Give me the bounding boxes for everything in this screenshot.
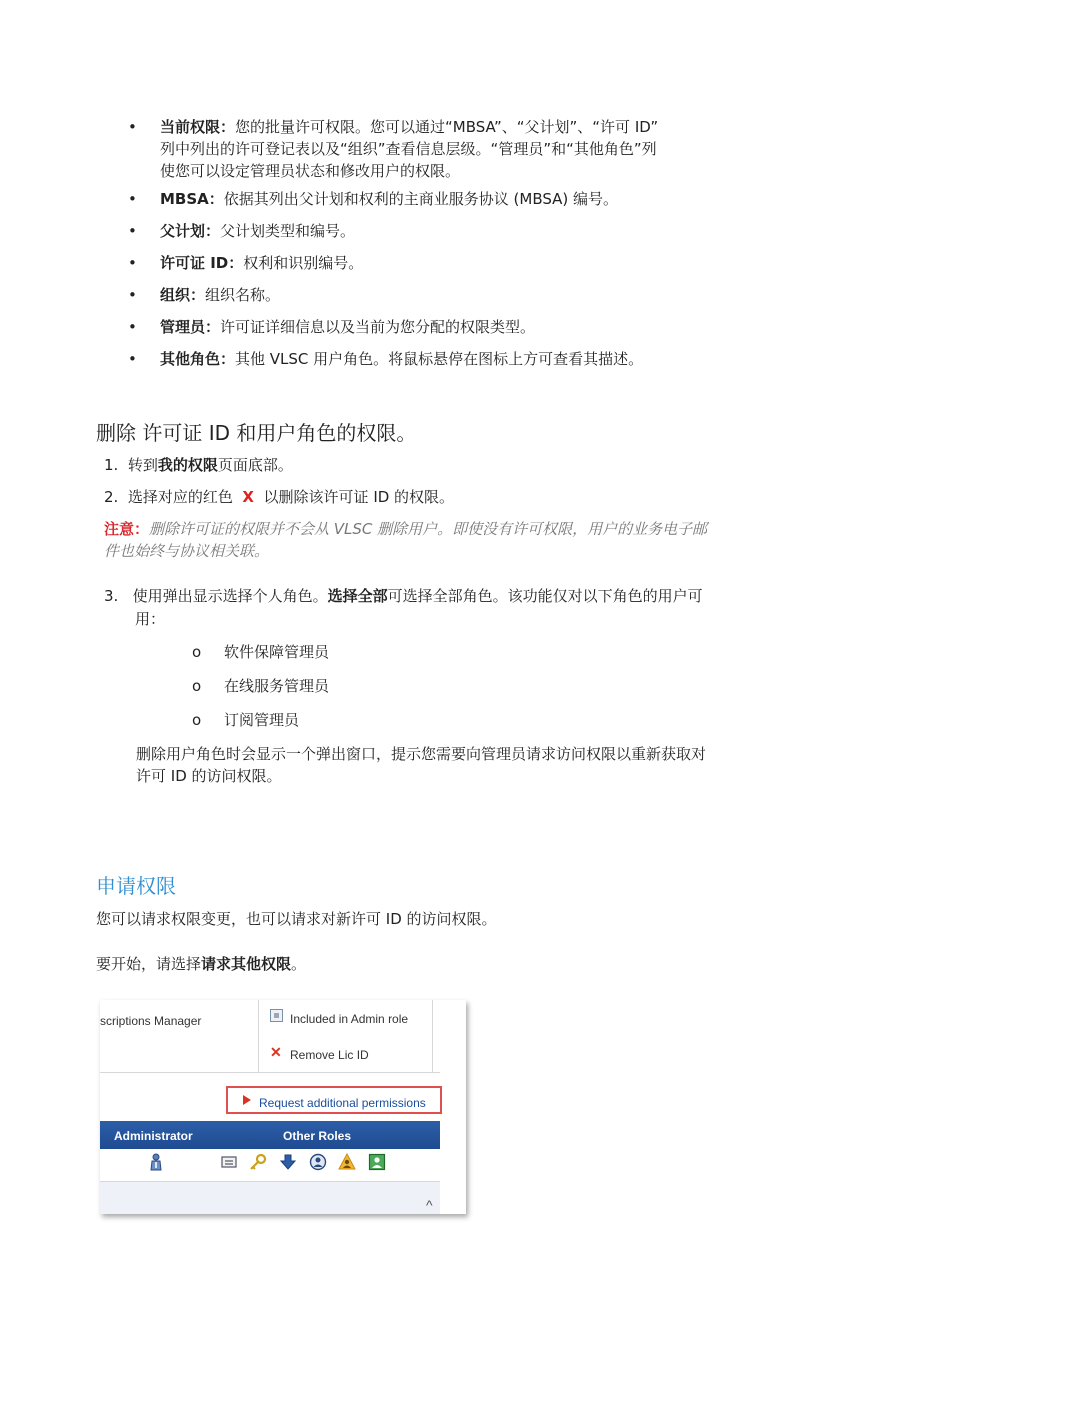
bullet-marker: •: [128, 254, 137, 272]
remove-x-icon[interactable]: ✕: [270, 1044, 282, 1060]
request-additional-permissions-link[interactable]: Request additional permissions: [259, 1096, 426, 1110]
key-icon[interactable]: [249, 1153, 267, 1171]
step-text: 选择对应的红色: [127, 488, 233, 506]
role-item: 在线服务管理员: [224, 677, 330, 695]
sub-bullet-marker: o: [192, 711, 202, 729]
bullet-organization: [160, 284, 820, 306]
bullet-label: 管理员：: [160, 318, 221, 336]
bullet-marker: •: [128, 222, 137, 240]
bullet-text-line3: 使您可以设定管理员状态和修改用户的权限。: [160, 162, 461, 180]
bullet-text: 权利和识别编号。: [243, 254, 364, 272]
request-paragraph: 您可以请求权限变更，也可以请求对新许可 ID 的访问权限。: [96, 910, 497, 928]
step-text: 以删除该许可证 ID 的权限。: [263, 488, 455, 506]
start-paragraph: [96, 953, 306, 975]
table-header: [100, 1121, 440, 1149]
document-role-icon[interactable]: [220, 1153, 238, 1171]
bullet-marker: •: [128, 286, 137, 304]
divider: [100, 1072, 440, 1073]
bullet-marker: •: [128, 118, 137, 136]
screenshot-figure: [100, 1000, 466, 1214]
section-heading-remove: 删除 许可证 ID 和用户角色的权限。: [96, 421, 417, 445]
bullet-label: 组织：: [160, 286, 206, 304]
paragraph-line2: 许可 ID 的访问权限。: [136, 767, 282, 785]
divider: [258, 1000, 259, 1072]
included-admin-label: Included in Admin role: [290, 1012, 409, 1026]
step-2: [104, 486, 454, 508]
popup-paragraph: [136, 743, 826, 787]
scroll-up-icon[interactable]: ^: [426, 1197, 433, 1213]
note-text-line1: 删除许可证的权限并不会从 VLSC 删除用户。即使没有许可权限，用户的业务电子邮: [149, 520, 708, 538]
subscriptions-manager-label: scriptions Manager: [100, 1014, 202, 1028]
warning-user-icon[interactable]: [338, 1153, 356, 1171]
empty-row: [100, 1182, 440, 1214]
bullet-text-line2: 列中列出的许可登记表以及“组织”查看信息层级。“管理员”和“其他角色”列: [160, 140, 657, 158]
step-number: 3.: [104, 587, 119, 605]
bullet-marker: •: [128, 318, 137, 336]
paragraph-text: 要开始，请选择: [96, 955, 202, 973]
bullet-label: 当前权限：: [160, 118, 236, 136]
step-text: 转到: [127, 456, 158, 474]
included-checkbox-icon: [270, 1009, 283, 1022]
bullet-administrator: [160, 316, 820, 338]
step-3: [104, 585, 824, 607]
bullet-marker: •: [128, 190, 137, 208]
bullet-text: 组织名称。: [205, 286, 281, 304]
download-arrow-icon[interactable]: [279, 1153, 297, 1171]
bullet-other-roles: [160, 348, 820, 370]
bullet-text: 依据其列出父计划和权利的主商业服务协议 (MBSA) 编号。: [223, 190, 619, 208]
bullet-label: 父计划：: [160, 222, 221, 240]
role-item: 订阅管理员: [224, 711, 300, 729]
step-text: 可选择全部角色。该功能仅对以下角色的用户可: [387, 587, 703, 605]
step-bold-link: 选择全部: [327, 587, 388, 605]
bullet-label: MBSA：: [160, 190, 224, 208]
bullet-text: 许可证详细信息以及当前为您分配的权限类型。: [220, 318, 536, 336]
step-bold-link: 我的权限: [157, 456, 218, 474]
request-permissions-bold: 请求其他权限: [201, 955, 292, 973]
note-text-line2: 件也始终与协议相关联。: [104, 542, 270, 560]
user-circle-icon[interactable]: [309, 1153, 327, 1171]
note-label: 注意：: [104, 520, 150, 538]
step-text: 页面底部。: [217, 456, 293, 474]
sub-bullet-marker: o: [192, 677, 202, 695]
bullet-parent-plan: [160, 220, 820, 242]
step-number: 1.: [104, 456, 119, 474]
bullet-text: 父计划类型和编号。: [220, 222, 356, 240]
administrator-person-icon[interactable]: [147, 1153, 165, 1171]
remove-lic-id-link[interactable]: Remove Lic ID: [290, 1048, 369, 1062]
step-text: 使用弹出显示选择个人角色。: [132, 587, 328, 605]
column-administrator: Administrator: [114, 1129, 193, 1143]
divider: [432, 1000, 433, 1072]
paragraph-text: 。: [291, 955, 307, 973]
remove-x-icon: X: [242, 488, 254, 506]
bullet-mbsa: [160, 188, 820, 210]
role-item: 软件保障管理员: [224, 643, 330, 661]
sub-bullet-marker: o: [192, 643, 202, 661]
bullet-label: 许可证 ID：: [160, 254, 244, 272]
bullet-license-id: [160, 252, 820, 274]
play-arrow-icon: [243, 1095, 251, 1105]
user-card-icon[interactable]: [368, 1153, 386, 1171]
bullet-text-line1: 您的批量许可权限。您可以通过“MBSA”、“父计划”、“许可 ID”: [235, 118, 659, 136]
column-other-roles: Other Roles: [283, 1129, 352, 1143]
bullet-label: 其他角色：: [160, 350, 236, 368]
table-row: [100, 1149, 440, 1182]
bullet-text: 其他 VLSC 用户角色。将鼠标悬停在图标上方可查看其描述。: [235, 350, 644, 368]
step-number: 2.: [104, 488, 119, 506]
step-3-line2: 用：: [135, 610, 166, 628]
bullet-marker: •: [128, 350, 137, 368]
bullet-current-permissions: [160, 116, 820, 182]
section-heading-request: 申请权限: [96, 874, 176, 898]
step-1: [104, 454, 293, 476]
paragraph-line1: 删除用户角色时会显示一个弹出窗口，提示您需要向管理员请求访问权限以重新获取对: [136, 745, 707, 763]
note-block: [104, 518, 824, 562]
